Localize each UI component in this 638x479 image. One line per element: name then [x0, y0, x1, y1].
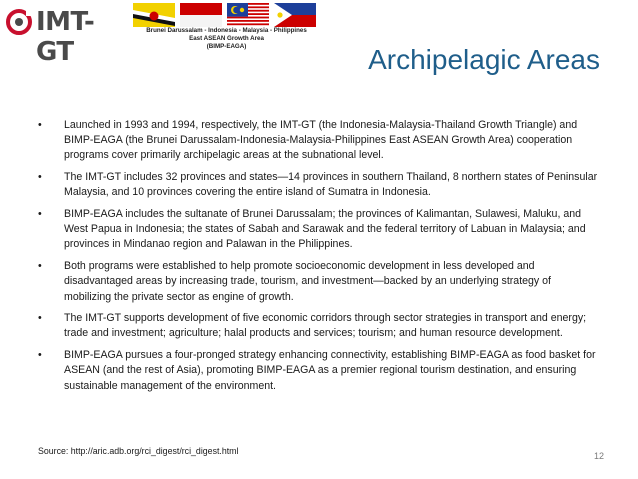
source-citation: Source: http://aric.adb.org/rci_digest/rci_digest.html	[38, 446, 239, 456]
bimp-eaga-caption	[133, 27, 320, 51]
bullet-item	[38, 207, 598, 253]
imt-gt-emblem-icon	[6, 5, 36, 39]
bullet-item	[38, 311, 598, 341]
bullet-item	[38, 259, 598, 305]
bullet-marker: •	[38, 208, 42, 221]
bullet-item	[38, 118, 598, 164]
brunei-flag-icon	[133, 3, 175, 27]
bullet-marker: •	[38, 312, 42, 325]
bullet-item	[38, 348, 598, 394]
bullet-text: Both programs were established to help promote socioeconomic development in less developed and disadvantaged areas by increasing trade, tourism, and investment—backed by an underlying strategy of mobilizing the private sector as engine of growth.	[64, 260, 552, 303]
bullet-marker: •	[38, 119, 42, 131]
bullet-text: The IMT-GT supports development of five economic corridors through sector strategies in transport and energy; trade and investment; agriculture; halal products and services; tourism; and human resource development.	[64, 312, 587, 340]
bullet-marker: •	[38, 171, 42, 184]
bullet-list	[38, 118, 598, 400]
slide-title: Archipelagic Areas	[368, 44, 600, 75]
bullet-marker: •	[38, 349, 42, 362]
indonesia-flag-icon	[180, 3, 222, 27]
imt-gt-logo-text: IMT-GT	[36, 7, 95, 67]
philippines-flag-icon	[274, 3, 316, 27]
bullet-text: The IMT-GT includes 32 provinces and states—14 provinces in southern Thailand, 8 northern states of Peninsular Malaysia, and 10 provinces covering the entire island of Sumatra in Indonesia.	[64, 171, 598, 199]
bullet-text: BIMP-EAGA includes the sultanate of Brunei Darussalam; the provinces of Kalimantan, Sulawesi, Maluku, and West Papua in Indonesia; the states of Sabah and Sarawak and the federal territory of Labuan in Malaysia; and provinces in Mindanao region and Palawan in the Philippines.	[64, 208, 586, 251]
bullet-text: BIMP-EAGA pursues a four-pronged strategy enhancing connectivity, establishing BIMP-EAGA as food basket for ASEAN (and the rest of Asia), promoting BIMP-EAGA as a premier regional tourism destination, and ensuring sustainable management of the environment.	[64, 349, 596, 392]
bimp-caption-line: East ASEAN Growth Area	[189, 35, 264, 42]
bimp-caption-line: (BIMP-EAGA)	[206, 43, 247, 50]
bimp-caption-line: Brunei Darussalam - Indonesia - Malaysia - Philippines	[146, 27, 307, 34]
malaysia-flag-icon	[227, 3, 269, 27]
bullet-item	[38, 170, 598, 200]
imt-gt-logo	[6, 5, 122, 67]
bimp-flags	[133, 3, 320, 27]
page-number: 12	[593, 451, 604, 461]
bullet-text: Launched in 1993 and 1994, respectively, the IMT-GT (the Indonesia-Malaysia-Thailand Growth Triangle) and BIMP-EAGA (the Brunei Darussalam-Indonesia-Malaysia-Philippines East ASEAN Growth Area) cooperation programs cover primarily archipelagic areas at the subnational level.	[64, 119, 578, 162]
bullet-marker: •	[38, 260, 42, 273]
